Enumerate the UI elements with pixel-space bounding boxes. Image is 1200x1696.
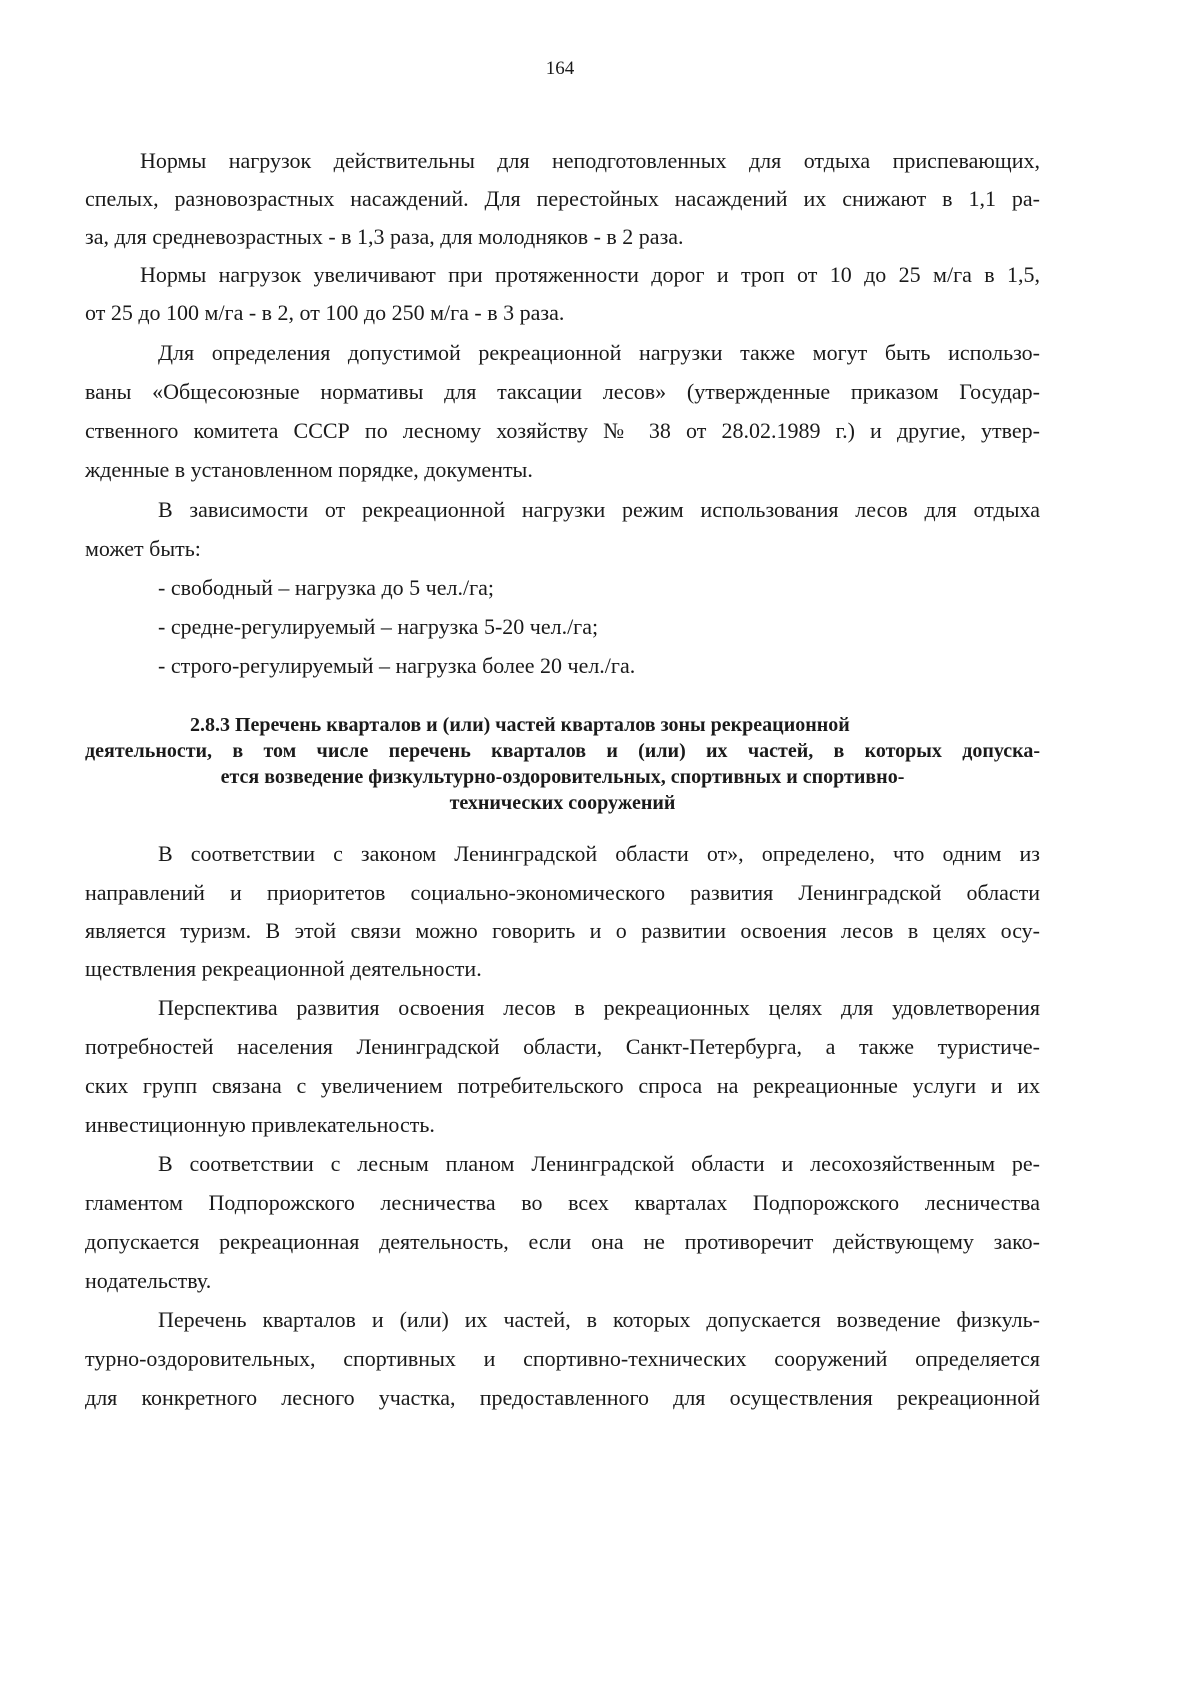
paragraph-line: Нормы нагрузок увеличивают при протяженности дорог и троп от 10 до 25 м/га в 1,5,: [140, 262, 1040, 287]
list-item: - строго-регулируемый – нагрузка более 20 чел./га.: [158, 653, 636, 678]
paragraph-line: В зависимости от рекреационной нагрузки режим использования лесов для отдыха: [158, 497, 1040, 522]
paragraph-line: потребностей населения Ленинградской области, Санкт-Петербурга, а также туристиче-: [85, 1034, 1040, 1059]
paragraph-line: ственного комитета СССР по лесному хозяйству № 38 от 28.02.1989 г.) и другие, утвер-: [85, 418, 1040, 443]
paragraph-line: ваны «Общесоюзные нормативы для таксации лесов» (утвержденные приказом Государ-: [85, 379, 1040, 404]
paragraph-line: может быть:: [85, 536, 201, 561]
paragraph-line: турно-оздоровительных, спортивных и спортивно-технических сооружений определяется: [85, 1346, 1040, 1371]
paragraph-line: гламентом Подпорожского лесничества во всех кварталах Подпорожского лесничества: [85, 1190, 1040, 1215]
paragraph-line: ществления рекреационной деятельности.: [85, 956, 482, 981]
paragraph-line: является туризм. В этой связи можно говорить и о развитии освоения лесов в целях осу-: [85, 918, 1040, 943]
paragraph-line: за, для средневозрастных - в 1,3 раза, для молодняков - в 2 раза.: [85, 224, 684, 249]
paragraph-line: В соответствии с законом Ленинградской области от», определено, что одним из: [158, 841, 1040, 866]
paragraph-line: ских групп связана с увеличением потребительского спроса на рекреационные услуги и их: [85, 1073, 1040, 1098]
section-heading: технических сооружений: [449, 792, 676, 814]
paragraph-line: от 25 до 100 м/га - в 2, от 100 до 250 м/га - в 3 раза.: [85, 300, 565, 325]
list-item: - средне-регулируемый – нагрузка 5-20 чел./га;: [158, 614, 599, 639]
paragraph-line: Перспектива развития освоения лесов в рекреационных целях для удовлетворения: [158, 995, 1040, 1020]
paragraph-line: инвестиционную привлекательность.: [85, 1112, 435, 1137]
paragraph-line: направлений и приоритетов социально-экономического развития Ленинградской области: [85, 880, 1040, 905]
paragraph-line: допускается рекреационная деятельность, если она не противоречит действующему зако-: [85, 1229, 1040, 1254]
paragraph-line: Для определения допустимой рекреационной нагрузки также могут быть использо-: [158, 340, 1040, 365]
section-heading: 2.8.3 Перечень кварталов и (или) частей кварталов зоны рекреационной: [190, 714, 850, 736]
paragraph-line: для конкретного лесного участка, предоставленного для осуществления рекреационной: [85, 1385, 1040, 1410]
paragraph-line: Нормы нагрузок действительны для неподготовленных для отдыха приспевающих,: [140, 148, 1040, 173]
paragraph-line: нодательству.: [85, 1268, 212, 1293]
section-heading: ется возведение физкультурно-оздоровительных, спортивных и спортивно-: [220, 766, 905, 788]
list-item: - свободный – нагрузка до 5 чел./га;: [158, 575, 495, 600]
paragraph-line: В соответствии с лесным планом Ленинградской области и лесохозяйственным ре-: [158, 1151, 1040, 1176]
paragraph-line: жденные в установленном порядке, документы.: [85, 457, 533, 482]
page-number: 164: [545, 58, 575, 79]
paragraph-line: спелых, разновозрастных насаждений. Для перестойных насаждений их снижают в 1,1 ра-: [85, 186, 1040, 211]
section-heading: деятельности, в том числе перечень кварталов и (или) их частей, в которых допуска-: [85, 740, 1040, 762]
paragraph-line: Перечень кварталов и (или) их частей, в которых допускается возведение физкуль-: [158, 1307, 1040, 1332]
